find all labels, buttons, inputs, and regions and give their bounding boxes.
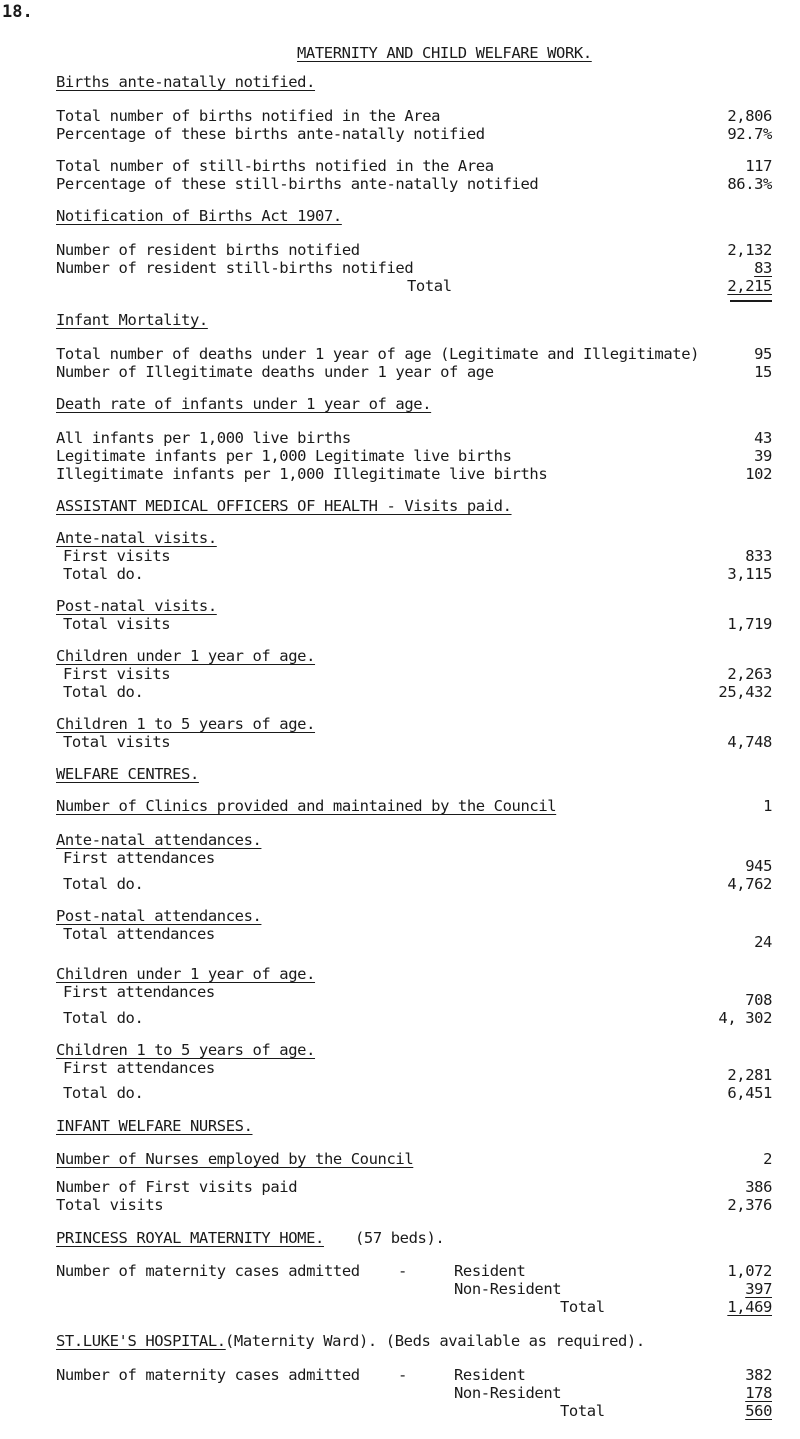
amoh-postnatal-total-value: 1,719 xyxy=(727,615,772,633)
welfare-under1-first-label: First attendances xyxy=(63,983,215,1001)
stlukes-dash: - xyxy=(398,1366,407,1384)
princess-beds: (57 beds). xyxy=(355,1229,445,1247)
welfare-age1to5-total-label: Total do. xyxy=(63,1084,144,1102)
welfare-antenatal-heading: Ante-natal attendances. xyxy=(56,831,262,849)
resident-births-value: 2,132 xyxy=(727,241,772,259)
section-heading-infant-mortality: Infant Mortality. xyxy=(56,311,208,329)
nurses-first-label: Number of First visits paid xyxy=(56,1178,298,1196)
amoh-antenatal-first-value: 833 xyxy=(745,547,772,565)
notification-total-value: 2,215 xyxy=(727,277,772,295)
births-percentage-value: 92.7% xyxy=(727,125,772,143)
stlukes-note: (Maternity Ward). (Beds available as required). xyxy=(225,1332,645,1350)
stlukes-resident-label: Resident xyxy=(454,1366,526,1384)
princess-total-label: Total xyxy=(560,1298,605,1316)
section-heading-amoh: ASSISTANT MEDICAL OFFICERS OF HEALTH - Visits paid. xyxy=(56,497,512,515)
amoh-age1to5-heading: Children 1 to 5 years of age. xyxy=(56,715,316,733)
nurses-employed-value: 2 xyxy=(763,1150,772,1168)
amoh-under1-first-value: 2,263 xyxy=(727,665,772,683)
amoh-antenatal-heading: Ante-natal visits. xyxy=(56,529,217,547)
illegitimate-deaths-label: Number of Illegitimate deaths under 1 year of age xyxy=(56,363,494,381)
stlukes-nonresident-value: 178 xyxy=(745,1384,772,1402)
infant-deaths-value: 95 xyxy=(754,345,772,363)
welfare-under1-total-value: 4, 302 xyxy=(718,1009,772,1027)
page-title: MATERNITY AND CHILD WELFARE WORK. xyxy=(297,44,592,62)
section-heading-princess: PRINCESS ROYAL MATERNITY HOME. xyxy=(56,1229,324,1247)
total-double-rule xyxy=(730,300,772,302)
legitimate-rate-label: Legitimate infants per 1,000 Legitimate live births xyxy=(56,447,512,465)
stillbirths-total-value: 117 xyxy=(745,157,772,175)
notification-total-label: Total xyxy=(407,277,452,295)
welfare-antenatal-first-value: 945 xyxy=(745,857,772,875)
welfare-age1to5-first-label: First attendances xyxy=(63,1059,215,1077)
welfare-under1-heading: Children under 1 year of age. xyxy=(56,965,316,983)
resident-births-label: Number of resident births notified xyxy=(56,241,360,259)
amoh-under1-first-label: First visits xyxy=(63,665,171,683)
amoh-antenatal-total-value: 3,115 xyxy=(727,565,772,583)
stillbirths-total-label: Total number of still-births notified in the Area xyxy=(56,157,494,175)
nurses-employed-label: Number of Nurses employed by the Council xyxy=(56,1150,414,1168)
princess-resident-value: 1,072 xyxy=(727,1262,772,1280)
amoh-antenatal-first-label: First visits xyxy=(63,547,171,565)
amoh-age1to5-total-label: Total visits xyxy=(63,733,171,751)
welfare-postnatal-total-value: 24 xyxy=(754,933,772,951)
stlukes-resident-value: 382 xyxy=(745,1366,772,1384)
legitimate-rate-value: 39 xyxy=(754,447,772,465)
section-heading-nurses: INFANT WELFARE NURSES. xyxy=(56,1117,253,1135)
infant-deaths-label: Total number of deaths under 1 year of age (Legitimate and Illegitimate) xyxy=(56,345,700,363)
welfare-antenatal-total-value: 4,762 xyxy=(727,875,772,893)
welfare-antenatal-first-label: First attendances xyxy=(63,849,215,867)
section-heading-death-rate: Death rate of infants under 1 year of age. xyxy=(56,395,432,413)
section-heading-stlukes: ST.LUKE'S HOSPITAL. xyxy=(56,1332,226,1350)
births-percentage-label: Percentage of these births ante-natally notified xyxy=(56,125,485,143)
stillbirths-percentage-label: Percentage of these still-births ante-natally notified xyxy=(56,175,539,193)
princess-nonresident-label: Non-Resident xyxy=(454,1280,562,1298)
amoh-under1-total-value: 25,432 xyxy=(718,683,772,701)
all-infants-rate-label: All infants per 1,000 live births xyxy=(56,429,351,447)
stlukes-nonresident-label: Non-Resident xyxy=(454,1384,562,1402)
princess-total-value: 1,469 xyxy=(727,1298,772,1316)
welfare-antenatal-total-label: Total do. xyxy=(63,875,144,893)
welfare-under1-total-label: Total do. xyxy=(63,1009,144,1027)
page-number: 18. xyxy=(2,2,33,22)
princess-resident-label: Resident xyxy=(454,1262,526,1280)
stlukes-total-label: Total xyxy=(560,1402,605,1420)
illegitimate-rate-label: Illegitimate infants per 1,000 Illegitimate live births xyxy=(56,465,548,483)
births-total-label: Total number of births notified in the Area xyxy=(56,107,441,125)
stillbirths-percentage-value: 86.3% xyxy=(727,175,772,193)
nurses-total-label: Total visits xyxy=(56,1196,164,1214)
nurses-total-value: 2,376 xyxy=(727,1196,772,1214)
amoh-postnatal-heading: Post-natal visits. xyxy=(56,597,217,615)
welfare-under1-first-value: 708 xyxy=(745,991,772,1009)
nurses-first-value: 386 xyxy=(745,1178,772,1196)
welfare-age1to5-total-value: 6,451 xyxy=(727,1084,772,1102)
births-total-value: 2,806 xyxy=(727,107,772,125)
clinics-label: Number of Clinics provided and maintained by the Council xyxy=(56,797,557,815)
welfare-age1to5-heading: Children 1 to 5 years of age. xyxy=(56,1041,316,1059)
illegitimate-rate-value: 102 xyxy=(745,465,772,483)
princess-dash: - xyxy=(398,1262,407,1280)
section-heading-notification: Notification of Births Act 1907. xyxy=(56,207,342,225)
princess-nonresident-value: 397 xyxy=(745,1280,772,1298)
welfare-postnatal-heading: Post-natal attendances. xyxy=(56,907,262,925)
welfare-postnatal-total-label: Total attendances xyxy=(63,925,215,943)
welfare-age1to5-first-value: 2,281 xyxy=(727,1066,772,1084)
resident-stillbirths-label: Number of resident still-births notified xyxy=(56,259,414,277)
section-heading-welfare: WELFARE CENTRES. xyxy=(56,765,199,783)
stlukes-cases-label: Number of maternity cases admitted xyxy=(56,1366,360,1384)
illegitimate-deaths-value: 15 xyxy=(754,363,772,381)
clinics-value: 1 xyxy=(763,797,772,815)
amoh-under1-total-label: Total do. xyxy=(63,683,144,701)
princess-cases-label: Number of maternity cases admitted xyxy=(56,1262,360,1280)
stlukes-total-value: 560 xyxy=(745,1402,772,1420)
amoh-antenatal-total-label: Total do. xyxy=(63,565,144,583)
all-infants-rate-value: 43 xyxy=(754,429,772,447)
resident-stillbirths-value: 83 xyxy=(754,259,772,277)
section-heading-births: Births ante-natally notified. xyxy=(56,73,316,91)
amoh-postnatal-total-label: Total visits xyxy=(63,615,171,633)
amoh-age1to5-total-value: 4,748 xyxy=(727,733,772,751)
amoh-under1-heading: Children under 1 year of age. xyxy=(56,647,316,665)
